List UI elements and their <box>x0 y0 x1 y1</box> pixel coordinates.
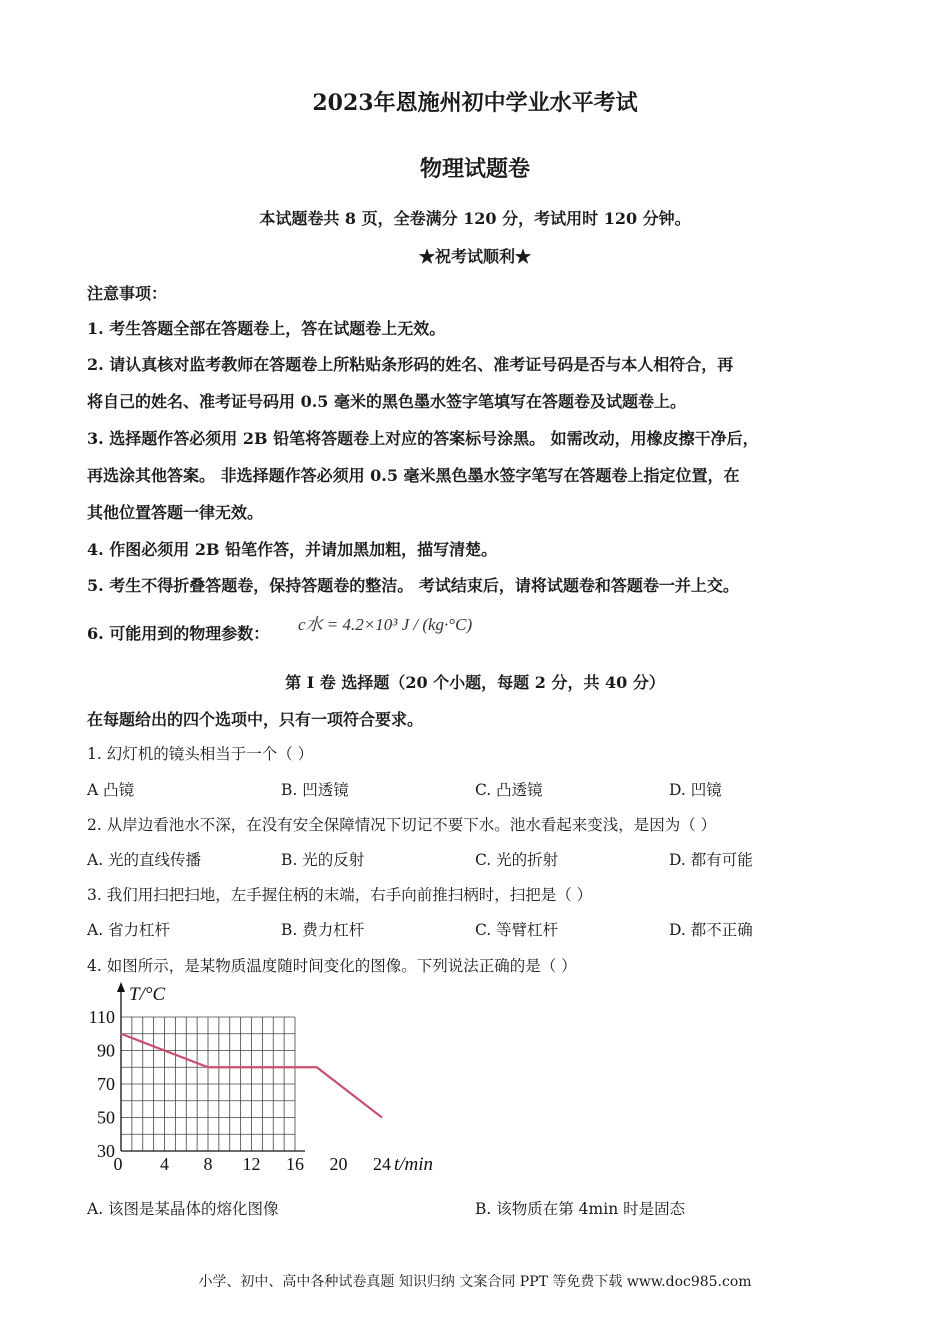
y-tick-label: 50 <box>97 1107 115 1128</box>
y-tick-label: 30 <box>97 1141 115 1161</box>
exam-subtitle: 物理试题卷 <box>419 156 530 182</box>
footer-text: 小学、初中、高中各种试卷真题 知识归纳 文案合同 PPT 等免费下载 www.doc985.com <box>198 1274 752 1290</box>
note-2-line-1: 2. 请认真核对监考教师在答题卷上所粘贴条形码的姓名、准考证号码是否与本人相符合，再 <box>87 355 734 374</box>
question-2-option-a: A. 光的直线传播 <box>87 851 202 869</box>
question-3-option-b: B. 费力杠杆 <box>281 921 365 939</box>
question-2-option-d: D. 都有可能 <box>669 851 753 869</box>
section-title: 第 I 卷 选择题（20 个小题，每题 2 分，共 40 分） <box>285 673 665 692</box>
y-tick-label: 90 <box>97 1040 115 1061</box>
note-3-line-2: 再选涂其他答案。 非选择题作答必须用 0.5 毫米黑色墨水签字笔写在答题卷上指定位置，在 <box>87 466 740 485</box>
question-3-stem: 3. 我们用扫把扫地，左手握住柄的末端，右手向前推扫柄时，扫把是（ ） <box>87 886 593 904</box>
question-1-option-c: C. 凸透镜 <box>475 781 543 799</box>
section-instruction: 在每题给出的四个选项中，只有一项符合要求。 <box>87 710 424 729</box>
x-tick-label: 20 <box>329 1154 348 1174</box>
note-2-line-2: 将自己的姓名、准考证号码用 0.5 毫米的黑色墨水签字笔填写在答题卷及试题卷上。 <box>87 392 686 411</box>
notes-heading: 注意事项： <box>87 284 168 303</box>
question-3-option-c: C. 等臂杠杆 <box>475 921 559 939</box>
x-tick-label: 4 <box>160 1154 169 1174</box>
question-4-option-a: A. 该图是某晶体的熔化图像 <box>87 1200 279 1218</box>
question-4-option-b: B. 该物质在第 4min 时是固态 <box>475 1200 686 1218</box>
question-1-option-b: B. 凹透镜 <box>281 781 349 799</box>
exam-title: 2023年恩施州初中学业水平考试 <box>312 90 638 116</box>
note-6-label: 6. 可能用到的物理参数： <box>87 624 270 643</box>
question-2-stem: 2. 从岸边看池水不深，在没有安全保障情况下切记不要下水。池水看起来变浅，是因为（ ） <box>87 816 717 834</box>
y-tick-label: 70 <box>97 1074 115 1094</box>
note-4: 4. 作图必须用 2B 铅笔作答，并请加黑加粗，描写清楚。 <box>87 540 498 559</box>
question-2-option-b: B. 光的反射 <box>281 851 365 869</box>
temperature-time-chart <box>80 978 434 1178</box>
question-2-option-c: C. 光的折射 <box>475 851 559 869</box>
question-3-option-d: D. 都不正确 <box>669 921 753 939</box>
x-tick-label: 12 <box>242 1154 261 1174</box>
question-3-option-a: A. 省力杠杆 <box>87 921 171 939</box>
note-3-line-3: 其他位置答题一律无效。 <box>87 503 264 522</box>
question-1-option-a: A 凸镜 <box>87 781 135 799</box>
x-tick-label: 0 <box>113 1154 123 1174</box>
x-axis-label: t/min <box>394 1154 434 1175</box>
specific-heat-formula: c水 = 4.2×10³ J / (kg·°C) <box>298 615 473 634</box>
exam-info: 本试题卷共 8 页，全卷满分 120 分，考试用时 120 分钟。 <box>259 209 691 228</box>
y-axis-label: T/°C <box>129 984 166 1005</box>
x-tick-label: 24 <box>373 1154 391 1174</box>
x-tick-label: 16 <box>286 1154 304 1174</box>
note-5: 5. 考生不得折叠答题卷，保持答题卷的整洁。 考试结束后，请将试题卷和答题卷一并上交。 <box>87 576 739 595</box>
note-3-line-1: 3. 选择题作答必须用 2B 铅笔将答题卷上对应的答案标号涂黑。 如需改动，用橡皮擦干净后， <box>87 429 759 448</box>
question-4-stem: 4. 如图所示，是某物质温度随时间变化的图像。下列说法正确的是（ ） <box>87 957 577 975</box>
y-tick-label: 110 <box>88 1007 115 1027</box>
note-1: 1. 考生答题全部在答题卷上，答在试题卷上无效。 <box>87 319 446 338</box>
question-1-stem: 1. 幻灯机的镜头相当于一个（ ） <box>87 745 314 763</box>
y-axis-arrow <box>117 982 125 992</box>
x-tick-label: 8 <box>203 1154 213 1174</box>
blessing: ★祝考试顺利★ <box>418 247 531 266</box>
question-1-option-d: D. 凹镜 <box>669 781 722 799</box>
